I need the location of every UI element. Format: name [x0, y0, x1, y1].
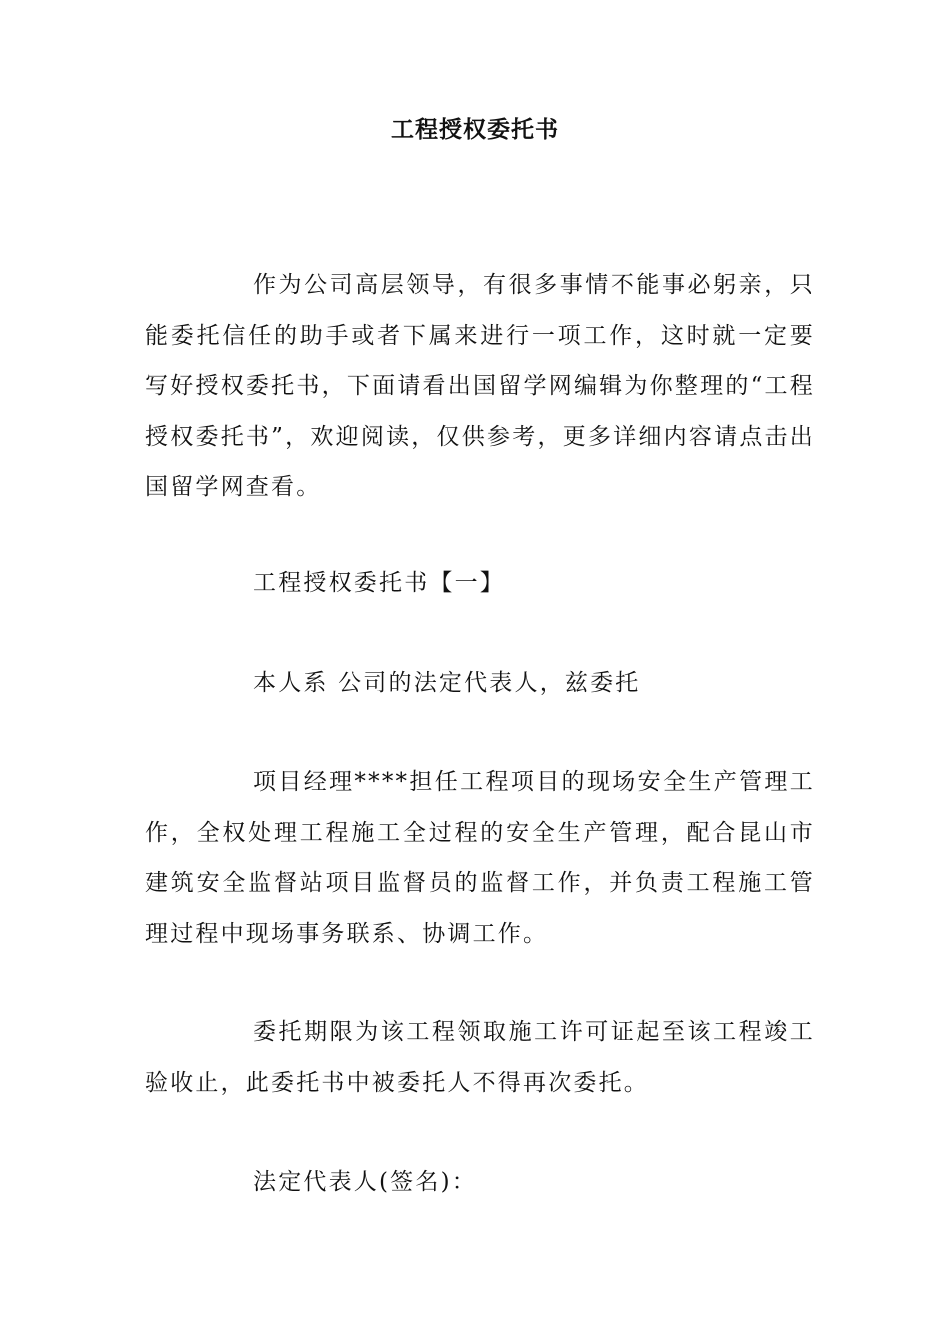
intro-paragraph: 作为公司高层领导，有很多事情不能事必躬亲，只能委托信任的助手或者下属来进行一项工作，这时就一定要写好授权委托书，下面请看出国留学网编辑为你整理的“工程授权委托书”，欢迎阅读，仅供参考，更多详细内容请点击出国留学网查看。 — [145, 272, 815, 500]
signature-label: 法定代表人(签名)： — [253, 1169, 477, 1195]
agent-paragraph: 项目经理****担任工程项目的现场安全生产管理工作，全权处理工程施工全过程的安全生产管理，配合昆山市建筑安全监督站项目监督员的监督工作，并负责工程施工管理过程中现场事务联系、协调工作。 — [145, 769, 815, 947]
document-title: 工程授权委托书 — [391, 117, 559, 143]
principal-statement: 本人系 公司的法定代表人，兹委托 — [253, 670, 641, 696]
section-heading: 工程授权委托书【一】 — [253, 570, 505, 596]
term-paragraph: 委托期限为该工程领取施工许可证起至该工程竣工验收止，此委托书中被委托人不得再次委托。 — [145, 1019, 815, 1096]
